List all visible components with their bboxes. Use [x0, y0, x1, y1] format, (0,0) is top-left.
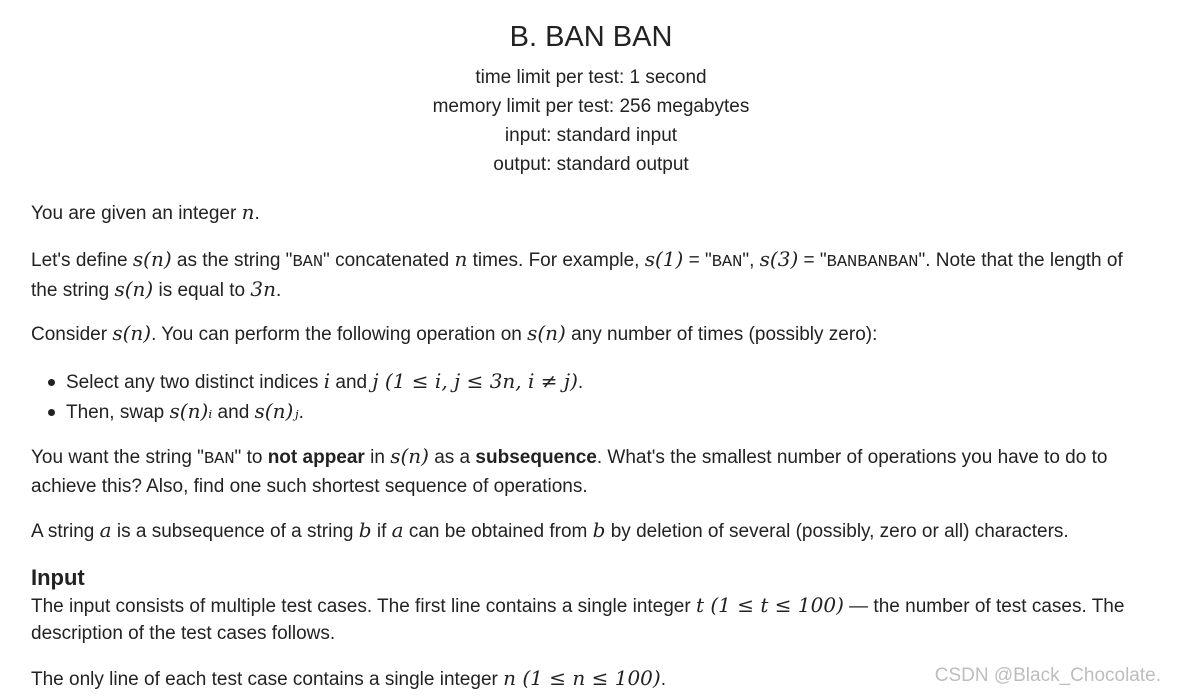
text: = ": [798, 250, 827, 271]
text: The only line of each test case contains a single integer: [31, 669, 504, 690]
bold-text: subsequence: [475, 447, 597, 468]
math-condition: n (1 ≤ n ≤ 100): [503, 666, 661, 690]
text: . You can perform the following operation on: [151, 324, 528, 345]
text: ",: [742, 250, 760, 271]
math-condition: (1 ≤ i, j ≤ 3n, i ≠ j): [378, 369, 578, 393]
paragraph-subsequence-def: [31, 517, 1069, 545]
math-sn: s(n): [114, 277, 154, 301]
math-sni: s(n)ᵢ: [169, 399, 213, 423]
text: .: [254, 203, 260, 224]
text: . What's the smallest number of operations you have to do to achieve this? Also, find one such shortest sequence of operations.: [31, 447, 1108, 497]
text: You are given an integer: [31, 203, 242, 224]
operation-list: [31, 367, 583, 427]
text: as the string ": [171, 250, 293, 271]
text: .: [577, 372, 584, 393]
math-condition: t (1 ≤ t ≤ 100): [695, 593, 844, 617]
math-n: n: [454, 247, 468, 271]
math-snj: s(n)ⱼ: [254, 399, 299, 423]
text: Then, swap: [66, 402, 170, 423]
list-item: [31, 367, 583, 397]
math-sn: s(n): [527, 321, 566, 345]
text: .: [298, 402, 304, 423]
math-3n: 3n: [250, 277, 276, 301]
memory-limit: memory limit per test: 256 megabytes: [432, 96, 750, 117]
text: " concatenated: [323, 250, 455, 271]
text: = ": [683, 250, 712, 271]
math-j: j: [372, 369, 379, 393]
text: .: [275, 280, 282, 301]
text: A string: [31, 521, 100, 542]
math-a: a: [391, 518, 404, 542]
text: .: [660, 669, 666, 690]
list-item: [31, 397, 583, 427]
input-spec: input: standard input: [504, 125, 678, 146]
math-n: n: [241, 200, 255, 224]
text: can be obtained from: [403, 521, 593, 542]
text: You want the string ": [31, 447, 204, 468]
output-spec: output: standard output: [493, 154, 689, 175]
text: as a: [428, 447, 476, 468]
paragraph-define-s: [31, 246, 1141, 304]
text: and: [330, 372, 373, 393]
math-b: b: [358, 518, 372, 542]
text: Let's define: [31, 250, 133, 271]
math-a: a: [99, 518, 112, 542]
watermark: CSDN @Black_Chocolate.: [934, 665, 1161, 686]
text: The input consists of multiple test cases. The first line contains a single integer: [31, 596, 696, 617]
text: if: [371, 521, 392, 542]
problem-header: [31, 0, 1151, 179]
text: ". Note that the length of the string: [31, 250, 1123, 301]
text: is a subsequence of a string: [111, 521, 359, 542]
time-limit: time limit per test: 1 second: [475, 67, 707, 88]
math-b: b: [592, 518, 606, 542]
code-ban: BAN: [292, 253, 324, 272]
paragraph-test-case: [31, 665, 666, 693]
input-section-title: Input: [31, 565, 85, 590]
text: Select any two distinct indices: [66, 372, 324, 393]
code-banbanban: BANBANBAN: [826, 253, 919, 272]
text: " to: [234, 447, 268, 468]
text: by deletion of several (possibly, zero or all) characters.: [605, 521, 1069, 542]
math-sn: s(n): [112, 321, 152, 345]
paragraph-given-integer: [31, 199, 260, 227]
code-ban: BAN: [203, 450, 235, 469]
math-i: i: [323, 369, 331, 393]
math-sn: s(n): [390, 444, 429, 468]
paragraph-input-format: [31, 592, 1151, 647]
text: — the number of test cases. The description of the test cases follows.: [31, 596, 1125, 644]
bold-text: not appear: [267, 447, 365, 468]
text: Consider: [31, 324, 113, 345]
paragraph-goal: [31, 443, 1141, 500]
paragraph-consider: [31, 320, 877, 348]
text: and: [212, 402, 255, 423]
code-ban: BAN: [711, 253, 743, 272]
text: any number of times (possibly zero):: [565, 324, 878, 345]
text: times. For example,: [467, 250, 645, 271]
math-s1: s(1): [644, 247, 684, 271]
problem-title: B. BAN BAN: [509, 21, 673, 53]
text: in: [364, 447, 391, 468]
math-s3: s(3): [759, 247, 799, 271]
math-sn: s(n): [132, 247, 172, 271]
text: is equal to: [153, 280, 251, 301]
